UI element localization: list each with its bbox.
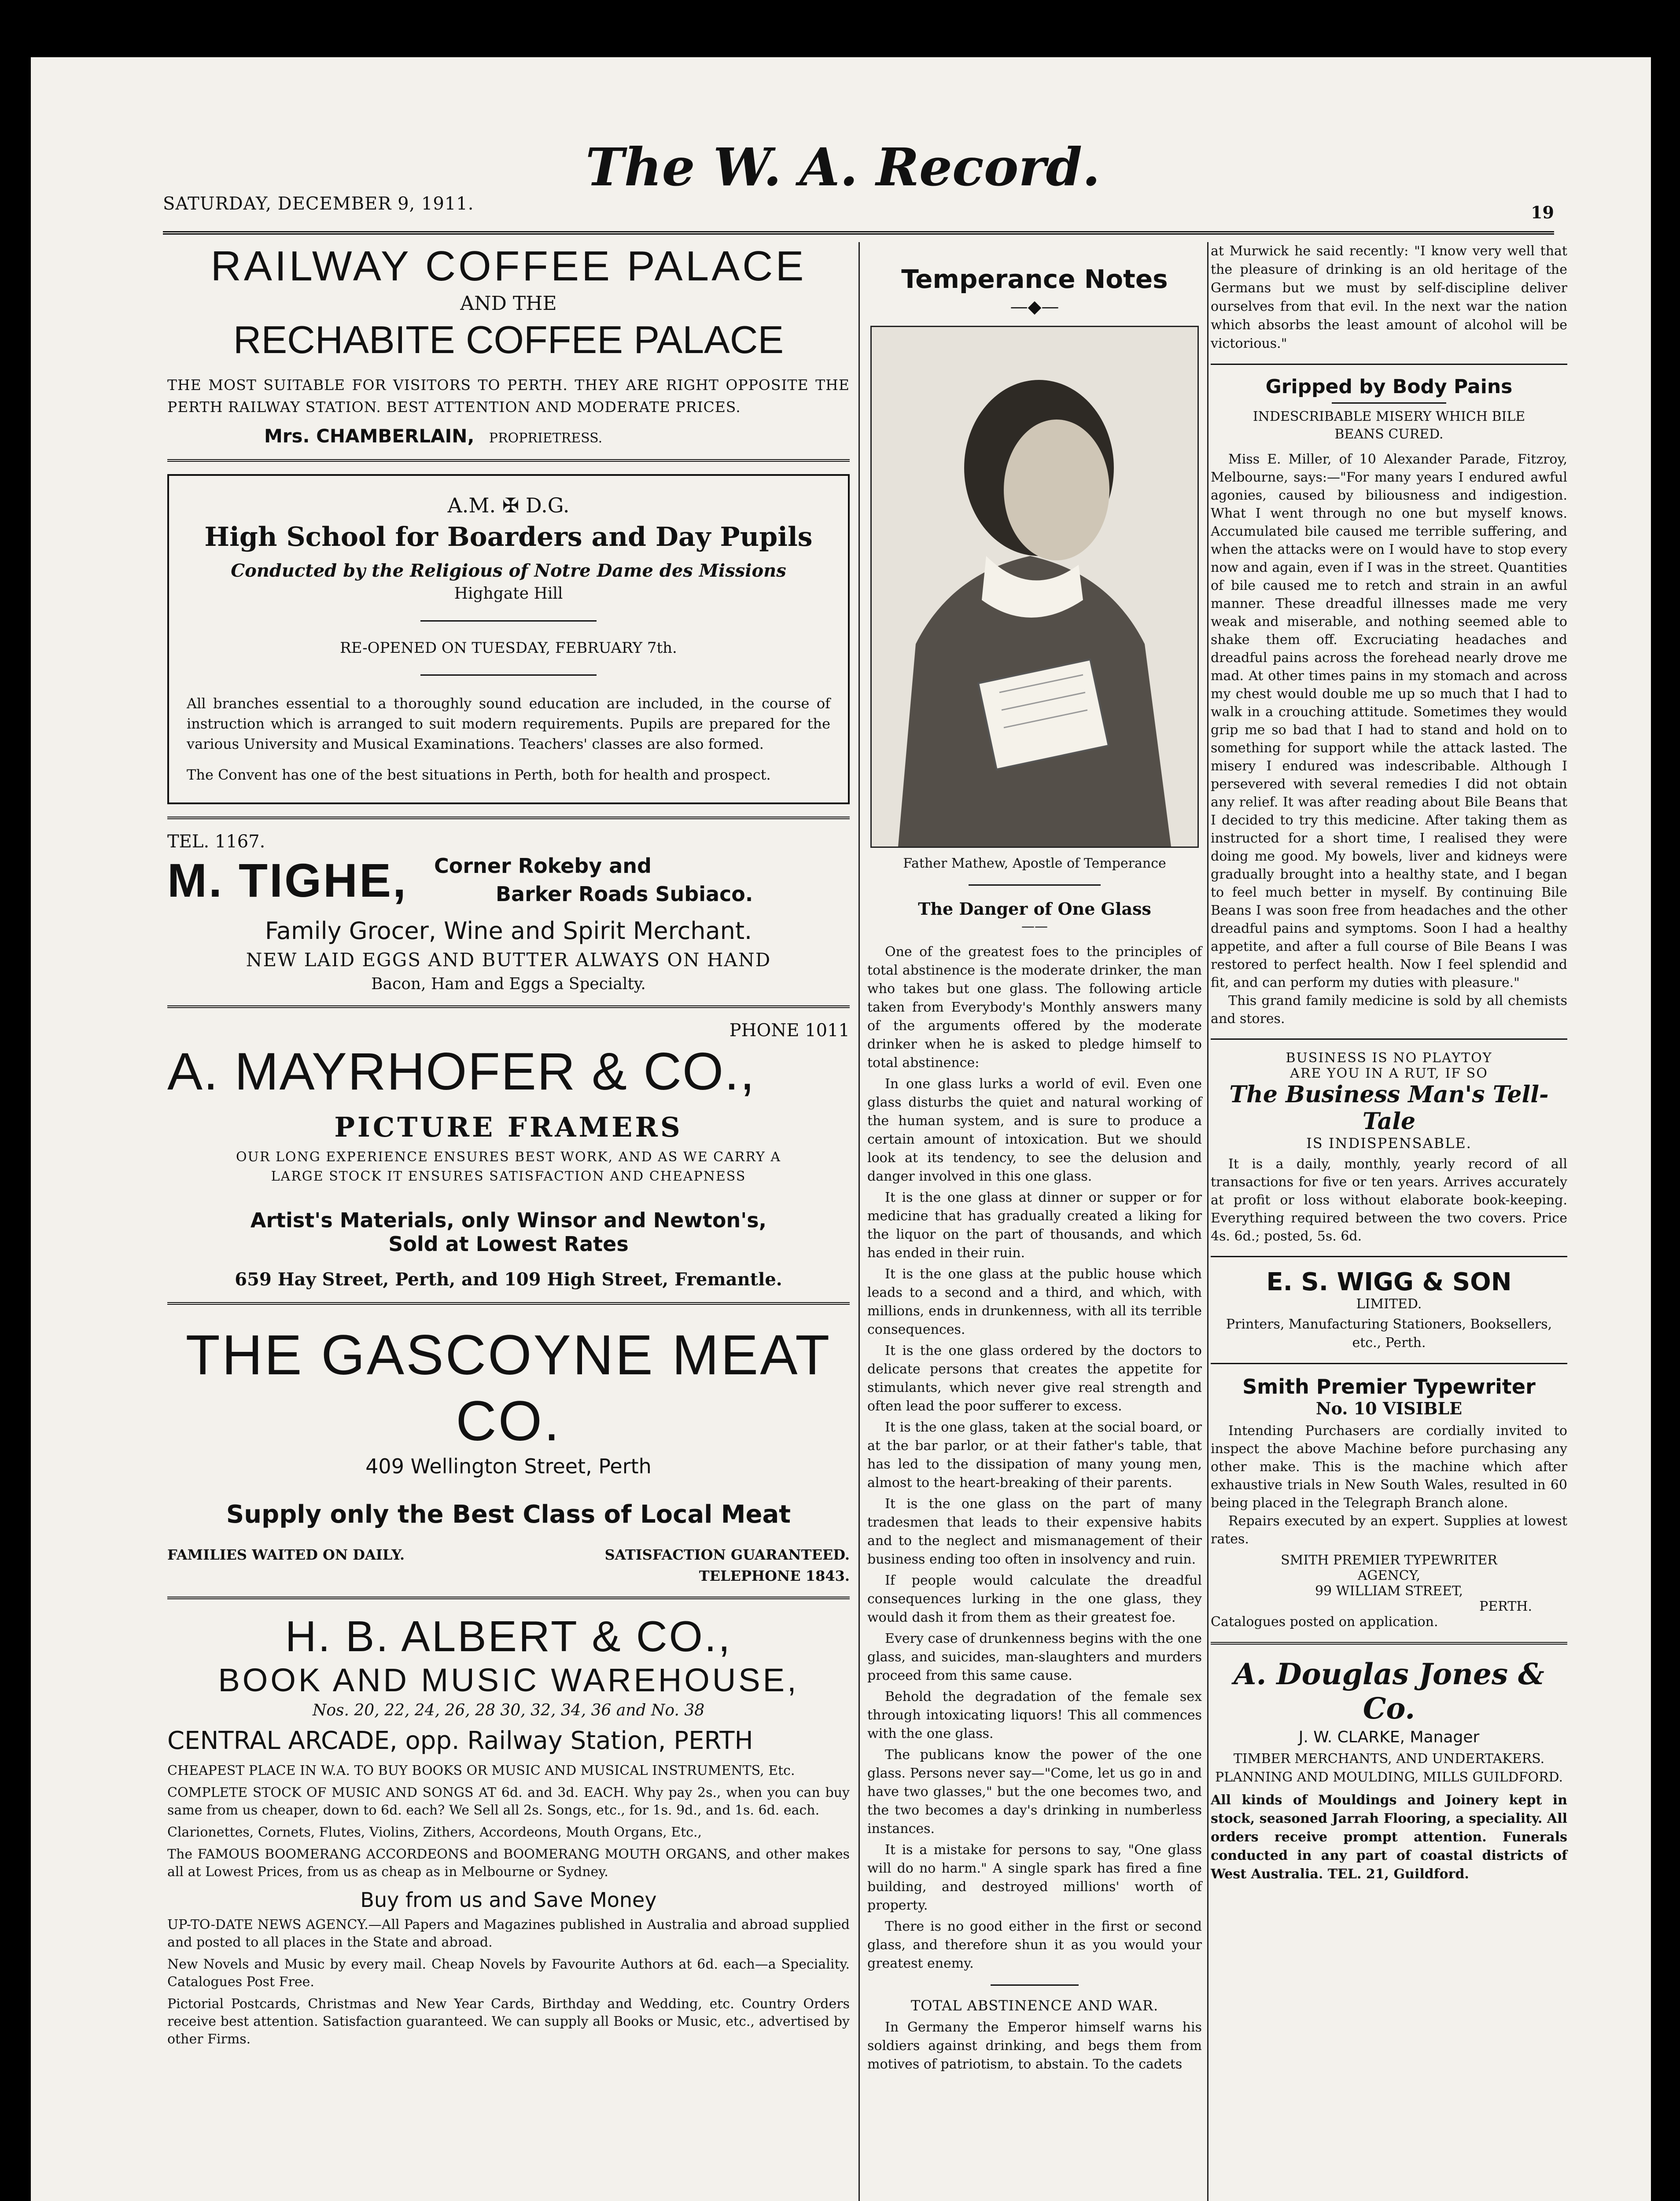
ornament-divider: —◆— — [1010, 297, 1059, 317]
tighe-line: Family Grocer, Wine and Spirit Merchant. — [265, 917, 752, 945]
school-body: All branches essential to a thoroughly sound education are included, in the course of instruction which is arranged to suit modern requirements. Pupils are prepared for the various University and Musical Examinations. Teachers' classes are also formed. — [187, 695, 830, 752]
article-paragraph: One of the greatest foes to the principles of total abstinence is the moderate drinker, the man who takes but one glass. The following article taken from Everybody's Monthly answers many of the arguments offered by the moderate drinker when he is asked to pledge himself to total abstinence: — [867, 944, 1202, 1071]
jones-manager: J. W. CLARKE, Manager — [1298, 1728, 1480, 1746]
smith-agency: PERTH. — [1479, 1599, 1532, 1614]
ad-subheading: AND THE — [460, 292, 557, 315]
issue-date: SATURDAY, DECEMBER 9, 1911. — [163, 194, 474, 214]
gascoyne-supply: Supply only the Best Class of Local Meat — [226, 1500, 791, 1529]
article-paragraph: Every case of drunkenness begins with the one glass, and suicides, man-slaughters and murders proceed from this same cause. — [867, 1631, 1202, 1683]
albert-line: COMPLETE STOCK OF MUSIC AND SONGS AT 6d. and 3d. EACH. Why pay 2s., when you can buy same from us cheaper, down to 6d. each? We Sell all 2s. Songs, etc., for 1s. 9d., and 1s. 6d. each. — [167, 1785, 850, 1818]
tighe-line: Bacon, Ham and Eggs a Specialty. — [371, 975, 646, 993]
gascoyne-meat-ad — [167, 1322, 850, 1584]
mayrhofer-materials: Sold at Lowest Rates — [388, 1232, 629, 1256]
bile-beans-footer: This grand family medicine is sold by all chemists and stores. — [1211, 993, 1567, 1027]
albert-ad — [167, 1612, 850, 2048]
divider — [1211, 1642, 1567, 1645]
school-footer: The Convent has one of the best situations in Perth, both for health and prospect. — [187, 766, 771, 783]
article-paragraph: The publicans know the power of the one glass. Persons never say—"Come, let us go in and have two glasses," but the one becomes two, and the two becomes a day's drinking in numberless instances. — [867, 1747, 1202, 1837]
smith-agency: SMITH PREMIER TYPEWRITER — [1281, 1553, 1497, 1568]
article-subheading: TOTAL ABSTINENCE AND WAR. — [910, 1997, 1159, 2014]
divider — [991, 1984, 1079, 1986]
mayrhofer-address: 659 Hay Street, Perth, and 109 High Street, Fremantle. — [235, 1269, 782, 1290]
proprietress-name: Mrs. CHAMBERLAIN, — [264, 425, 475, 447]
article-paragraph: It is the one glass ordered by the doctors to delicate persons that creates the appetite for stimulants, which never give real strength and often lead the poor sufferer to excess. — [867, 1343, 1202, 1414]
divider — [167, 1597, 850, 1599]
article-paragraph: In one glass lurks a world of evil. Even one glass disturbs the quiet and natural working of the human system, and is sure to produce a certain amount of intoxication. But we should look at its tendency, to see the delusion and danger involved in this one glass. — [867, 1076, 1202, 1184]
newspaper-title: The W. A. Record. — [586, 136, 1101, 198]
albert-buy: Buy from us and Save Money — [360, 1888, 657, 1912]
divider — [167, 817, 850, 819]
smith-premier-ad — [1211, 1375, 1567, 1630]
albert-trade: BOOK AND MUSIC WAREHOUSE, — [218, 1662, 799, 1698]
mayrhofer-materials: Artist's Materials, only Winsor and Newton's, — [250, 1208, 767, 1232]
bile-beans-body: Miss E. Miller, of 10 Alexander Parade, Fitzroy, Melbourne, says:—"For many years I endured awful agonies, caused by biliousness and indigestion. What I went through no one but myself knows. Accumulated bile caused me terrible suffering, and when the attacks were on I would have to stop every now and again, even if I was in the street. Quantities of bile caused me to retch and strain in an awful manner. These dreadful illnesses made me very weak and miserable, and nothing seemed able to shake them off. Excruciating headaches and dreadful pains across the forehead nearly drove me mad. At other times pains in my stomach and across my chest would double me up so much that I had to walk in a crouching attitude. Sometimes they would grip me so bad that I had to stand and hold on to something for support while the attack lasted. The misery I endured was indescribable. Although I persevered with several remedies I did not obtain any relief. It was after reading about Bile Beans that I decided to try this medicine. After taking them as instructed for a short time, I realised they were doing me good. My bowels, liver and kidneys were gradually brought into a healthy state, and I began to feel much better in myself. By continuing Bile Beans I was soon free from headaches and the other dreadful pains and symptoms. Soon I had a healthy appetite, and after a full course of Bile Beans I was restored to perfect health. Now I feel splendid and fit, and can perform my duties with pleasure." — [1211, 452, 1567, 990]
divider — [1211, 364, 1567, 365]
smith-catalogues: Catalogues posted on application. — [1211, 1614, 1438, 1630]
mayrhofer-trade: PICTURE FRAMERS — [334, 1111, 683, 1143]
albert-line: The FAMOUS BOOMERANG ACCORDEONS and BOOMERANG MOUTH ORGANS, and other makes all at Lowest Prices, from us as cheap as in Melbourne or Sydney. — [167, 1847, 850, 1880]
mayrhofer-name: A. MAYRHOFER & CO., — [167, 1042, 755, 1101]
smith-body: Intending Purchasers are cordially invited to inspect the above Machine before purchasing any other make. This is the machine which after exhaustive trials in New South Wales, resulted in 60 being placed in the Telegraph Branch alone. — [1211, 1423, 1567, 1511]
divider — [167, 459, 850, 462]
telltale-title: The Business Man's Tell-Tale — [1229, 1081, 1549, 1135]
school-reopened: RE-OPENED ON TUESDAY, FEBRUARY 7th. — [340, 639, 677, 657]
bile-beans-subheading: INDESCRIBABLE MISERY WHICH BILE BEANS CURED. — [1253, 409, 1525, 442]
jones-timber: TIMBER MERCHANTS, AND UNDERTAKERS. PLANNING AND MOULDING, MILLS GUILDFORD. — [1215, 1751, 1563, 1785]
albert-name: H. B. ALBERT & CO., — [285, 1612, 732, 1660]
wigg-limited: LIMITED. — [1356, 1296, 1422, 1312]
ad-heading: RAILWAY COFFEE PALACE — [210, 243, 807, 290]
mayrhofer-phone: PHONE 1011 — [729, 1020, 850, 1041]
article-paragraph: It is a mistake for persons to say, "One glass will do no harm." A single spark has fired a fine building, and destroyed millions' worth of property. — [867, 1842, 1202, 1913]
tighe-line: NEW LAID EGGS AND BUTTER ALWAYS ON HAND — [246, 949, 771, 971]
gascoyne-families: FAMILIES WAITED ON DAILY. — [167, 1546, 405, 1563]
column-divider — [1207, 242, 1208, 2201]
proprietress-label: PROPRIETRESS. — [489, 431, 603, 446]
gascoyne-name: THE GASCOYNE MEAT CO. — [185, 1324, 832, 1453]
gascoyne-telephone: TELEPHONE 1843. — [699, 1568, 850, 1584]
smith-title: Smith Premier Typewriter — [1242, 1375, 1536, 1399]
divider — [167, 1302, 850, 1305]
article-paragraph: Behold the degradation of the female sex through intoxicating liquors! This all commences with the one glass. — [867, 1689, 1202, 1741]
telltale-body: It is a daily, monthly, yearly record of all transactions for five or ten years. Arrives accurately at profit or loss without elaborate book-keeping. Everything required between the two covers. Price 4s. 6d.; posted, 5s. 6d. — [1211, 1156, 1567, 1244]
divider — [167, 1005, 850, 1008]
smith-repairs: Repairs executed by an expert. Supplies at lowest rates. — [1211, 1513, 1567, 1547]
school-title: High School for Boarders and Day Pupils — [204, 522, 813, 552]
article-paragraph: It is the one glass at the public house which leads to a second and a third, and which, with millions, ends in drunkenness, with all its terrible consequences. — [867, 1266, 1202, 1337]
school-location: Highgate Hill — [454, 585, 563, 603]
railway-coffee-palace-ad — [167, 242, 850, 447]
article-paragraph: It is the one glass at dinner or supper or for medicine that has gradually created a liking for the liquor on the part of thousands, and which has ended in their ruin. — [867, 1190, 1202, 1261]
gascoyne-address: 409 Wellington Street, Perth — [365, 1454, 652, 1478]
divider — [969, 884, 1101, 886]
tighe-ad — [167, 832, 850, 993]
wigg-body: Printers, Manufacturing Stationers, Booksellers, etc., Perth. — [1226, 1317, 1552, 1351]
divider — [420, 620, 597, 622]
article-continuation: at Murwick he said recently: "I know very well that the pleasure of drinking is an old heritage of the Germans but we must by self-discipline deliver ourselves from that evil. In the next war the nation which absorbs the least amount of alcohol will be victorious." — [1211, 243, 1567, 351]
smith-agency: AGENCY, — [1357, 1568, 1421, 1583]
divider — [1211, 1256, 1567, 1257]
smith-subtitle: No. 10 VISIBLE — [1315, 1399, 1463, 1418]
albert-line: UP-TO-DATE NEWS AGENCY.—All Papers and Magazines published in Australia and abroad supplied and posted to all places in the State and abroad. — [167, 1917, 850, 1950]
article-subheading: The Danger of One Glass — [918, 899, 1151, 919]
right-column — [1211, 242, 1567, 1884]
high-school-ad — [167, 474, 850, 804]
article-paragraph: It is the one glass, taken at the social board, or at the bar parlor, or at their father's table, that has led to the dissipation of many young men, almost to the heart-breaking of their parents. — [867, 1420, 1202, 1491]
section-heading: Temperance Notes — [901, 264, 1168, 294]
portrait-caption: Father Mathew, Apostle of Temperance — [903, 856, 1166, 871]
ad-body: THE MOST SUITABLE FOR VISITORS TO PERTH. THEY ARE RIGHT OPPOSITE THE PERTH RAILWAY STATION. BEST ATTENTION AND MODERATE PRICES. — [167, 376, 850, 416]
tighe-address: Barker Roads Subiaco. — [496, 882, 753, 906]
article-paragraph: It is the one glass on the part of many tradesmen that leads to their expensive habits and to the neglect and mismanagement of their business ending too often in insolvency and ruin. — [867, 1496, 1202, 1567]
article-paragraph: There is no good either in the first or second glass, and therefore shun it as you would your greatest enemy. — [867, 1919, 1202, 1971]
article-paragraph: In Germany the Emperor himself warns his soldiers against drinking, and begs them from motives of patriotism, to abstain. To the cadets — [867, 2020, 1202, 2072]
divider — [1332, 402, 1446, 404]
divider — [1211, 1363, 1567, 1364]
masthead — [163, 119, 1554, 229]
ad-heading: RECHABITE COFFEE PALACE — [233, 318, 784, 361]
telltale-ad — [1211, 1050, 1567, 1245]
albert-nos: Nos. 20, 22, 24, 26, 28 30, 32, 34, 36 and No. 38 — [312, 1701, 705, 1719]
telltale-line: BUSINESS IS NO PLAYTOY — [1286, 1050, 1492, 1066]
albert-line: Pictorial Postcards, Christmas and New Year Cards, Birthday and Wedding, etc. Country Orders receive best attention. Satisfaction guaranteed. We can supply all Books or Music, etc., advertised by other Firms. — [167, 1996, 850, 2047]
jones-name: A. Douglas Jones & Co. — [1234, 1657, 1544, 1726]
article-paragraph: If people would calculate the dreadful consequences lurking in the one glass, they would dash it from them as their greatest foe. — [867, 1573, 1202, 1625]
tighe-tel: TEL. 1167. — [167, 832, 265, 852]
newspaper-page — [31, 57, 1651, 2201]
school-conducted: Conducted by the Religious of Notre Dame des Missions — [231, 560, 786, 581]
telltale-line: ARE YOU IN A RUT, IF SO — [1290, 1066, 1488, 1081]
albert-arcade: CENTRAL ARCADE, opp. Railway Station, PERTH — [167, 1726, 753, 1755]
father-mathew-portrait — [870, 326, 1199, 848]
advertisements-column — [167, 242, 850, 2048]
masthead-rule — [163, 231, 1554, 235]
wigg-ad — [1211, 1268, 1567, 1352]
gascoyne-satisfaction: SATISFACTION GUARANTEED. — [604, 1546, 850, 1563]
smith-agency: 99 WILLIAM STREET, — [1315, 1583, 1463, 1599]
ornament-divider: —— — [1021, 919, 1048, 934]
tighe-name: M. TIGHE, — [167, 853, 408, 907]
albert-line: CHEAPEST PLACE IN W.A. TO BUY BOOKS OR MUSIC AND MUSICAL INSTRUMENTS, Etc. — [167, 1763, 795, 1778]
divider — [420, 674, 597, 676]
douglas-jones-ad — [1211, 1657, 1567, 1884]
jones-body: All kinds of Mouldings and Joinery kept in stock, seasoned Jarrah Flooring, a speciality. All orders receive prompt attention. Funerals conducted in any part of coastal districts of West Australia. TEL. 21, Guildford. — [1211, 1792, 1567, 1882]
wigg-name: E. S. WIGG & SON — [1266, 1268, 1512, 1296]
mayrhofer-body: OUR LONG EXPERIENCE ENSURES BEST WORK, AND AS WE CARRY A LARGE STOCK IT ENSURES SATISFACTION AND CHEAPNESS — [236, 1149, 781, 1184]
divider — [1211, 1038, 1567, 1040]
albert-line: Clarionettes, Cornets, Flutes, Violins, Zithers, Accordeons, Mouth Organs, Etc., — [167, 1825, 702, 1840]
albert-line: New Novels and Music by every mail. Cheap Novels by Favourite Authors at 6d. each—a Speciality. Catalogues Post Free. — [167, 1957, 850, 1990]
tighe-address: Corner Rokeby and — [434, 854, 652, 878]
school-monogram: A.M. ✠ D.G. — [447, 493, 570, 517]
mayrhofer-ad — [167, 1020, 850, 1290]
article-body — [867, 943, 1202, 1973]
column-divider — [858, 242, 860, 2201]
page-number: 19 — [1531, 202, 1554, 222]
telltale-line: IS INDISPENSABLE. — [1306, 1135, 1472, 1152]
temperance-column — [867, 242, 1202, 2074]
bile-beans-heading: Gripped by Body Pains — [1265, 375, 1513, 398]
